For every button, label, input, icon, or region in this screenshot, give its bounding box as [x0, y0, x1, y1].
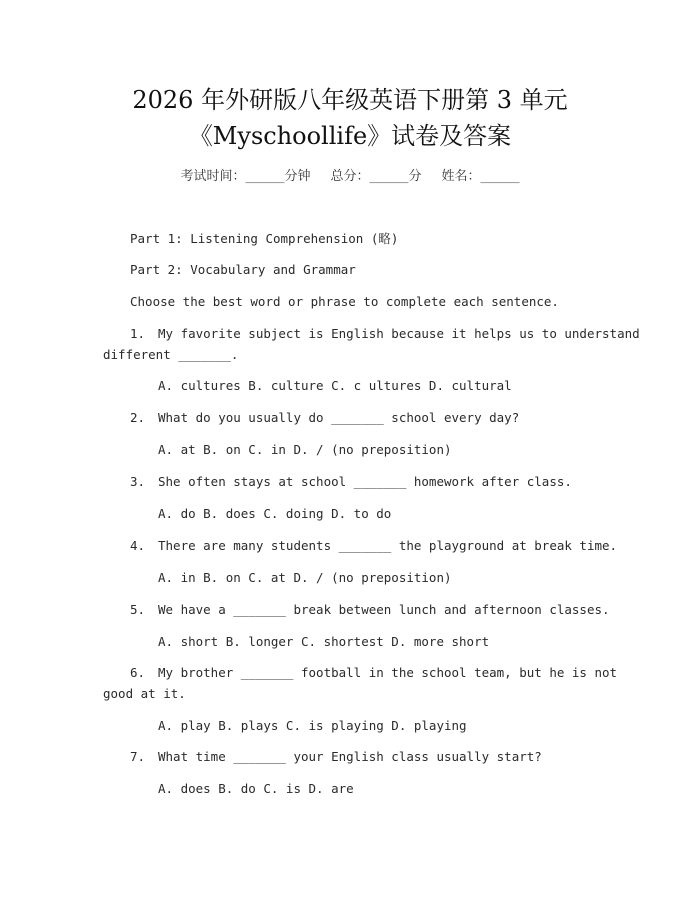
question-text: There are many students _______ the playground at break time.	[158, 538, 618, 553]
question-5-options: A. short B. longer C. shortest D. more short	[158, 634, 490, 649]
question-number: 7.	[130, 749, 146, 764]
question-5	[130, 601, 610, 619]
page-title-line1: 2026 年外研版八年级英语下册第 3 单元	[132, 86, 568, 114]
question-number: 3.	[130, 474, 146, 489]
question-number: 2.	[130, 410, 146, 425]
page-title-line2: 《Myschoollife》试卷及答案	[188, 122, 512, 150]
question-number: 4.	[130, 538, 146, 553]
section-part2: Part 2: Vocabulary and Grammar	[130, 262, 356, 277]
question-7-options: A. does B. do C. is D. are	[158, 781, 354, 796]
question-text: My favorite subject is English because it helps us to understand	[158, 326, 640, 341]
question-3	[130, 473, 572, 491]
question-4	[130, 537, 617, 555]
question-4-options: A. in B. on C. at D. / (no preposition)	[158, 570, 452, 585]
question-2-options: A. at B. on C. in D. / (no preposition)	[158, 442, 452, 457]
exam-name: 姓名：______	[441, 169, 520, 184]
question-text: My brother _______ football in the school team, but he is not	[158, 665, 618, 680]
exam-info	[0, 168, 700, 186]
question-6-cont: good at it.	[103, 686, 186, 701]
question-text: We have a _______ break between lunch and afternoon classes.	[158, 602, 610, 617]
question-1	[130, 325, 640, 343]
instruction-text: Choose the best word or phrase to complete each sentence.	[130, 294, 559, 309]
question-2	[130, 409, 519, 427]
question-number: 6.	[130, 665, 146, 680]
question-7	[130, 748, 542, 766]
question-6-options: A. play B. plays C. is playing D. playing	[158, 718, 467, 733]
question-number: 5.	[130, 602, 146, 617]
exam-time: 考试时间：______分钟	[180, 169, 311, 184]
question-6	[130, 664, 617, 682]
question-1-options: A. cultures B. culture C. c ultures D. cultural	[158, 378, 512, 393]
exam-score: 总分：______分	[330, 169, 422, 184]
question-1-cont: different _______.	[103, 347, 239, 362]
question-number: 1.	[130, 326, 146, 341]
question-3-options: A. do B. does C. doing D. to do	[158, 506, 392, 521]
section-part1: Part 1: Listening Comprehension (略)	[130, 231, 399, 246]
question-text: She often stays at school _______ homework after class.	[158, 474, 572, 489]
question-text: What time _______ your English class usually start?	[158, 749, 542, 764]
question-text: What do you usually do _______ school every day?	[158, 410, 520, 425]
